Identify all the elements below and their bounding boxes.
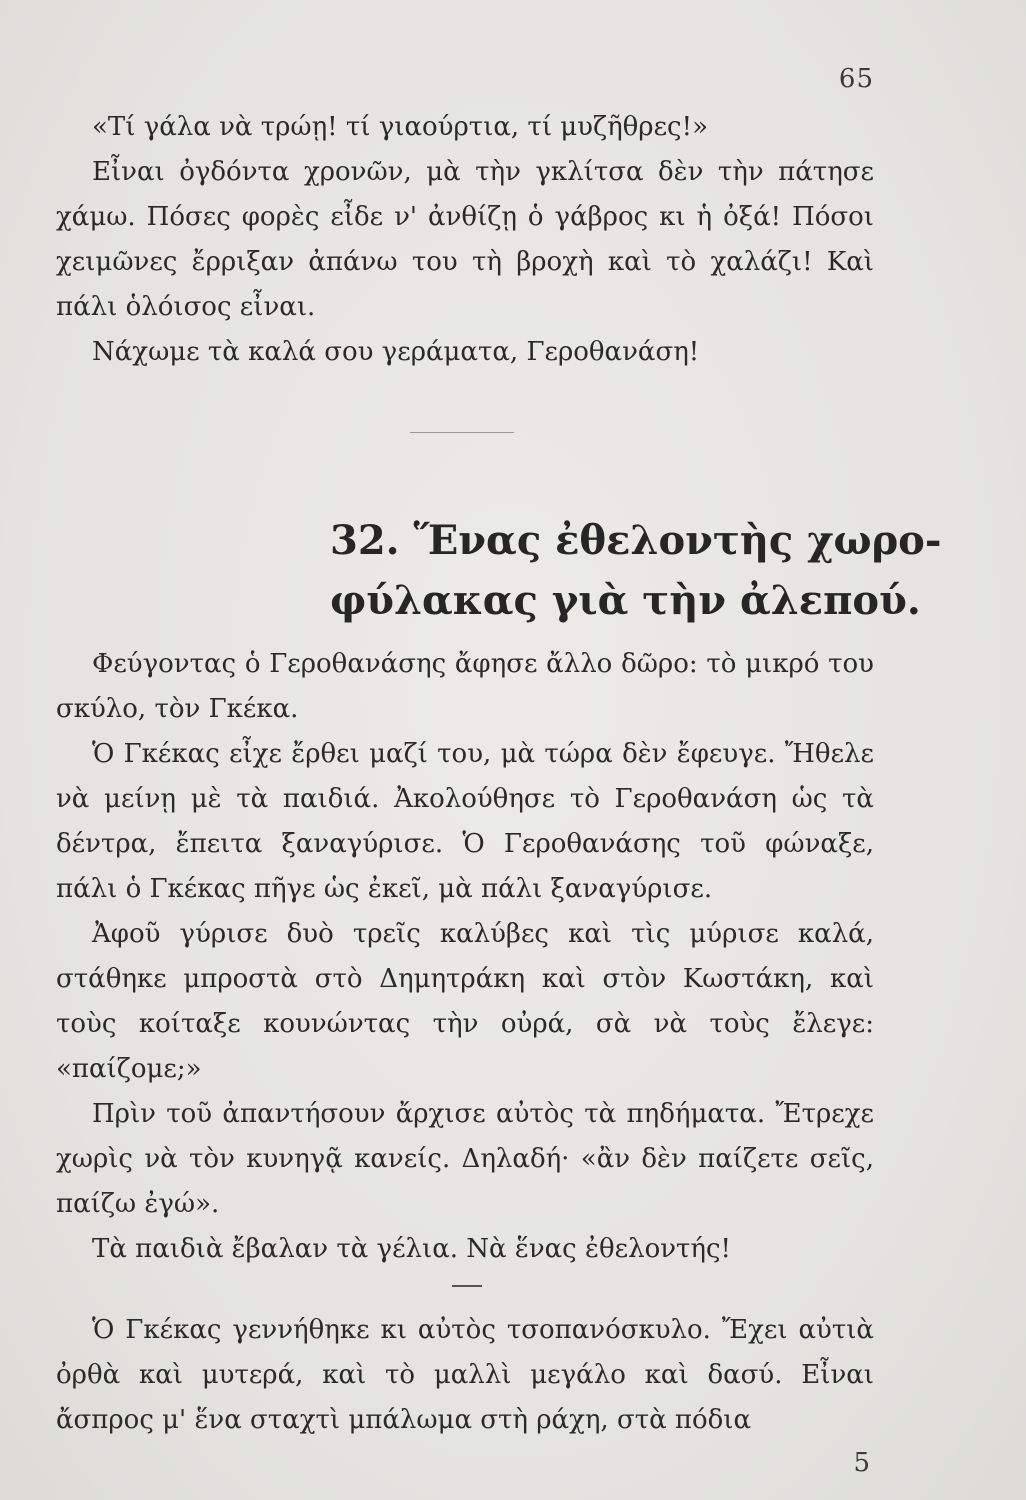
closing-text-block xyxy=(56,1308,874,1443)
story-text-block xyxy=(56,642,874,1272)
top-paragraph-2: Εἶναι ὀγδόντα χρονῶν, μὰ τὴν γκλίτσα δὲν τὴν πάτησε χάμω. Πόσες φορὲς εἶδε ν' ἀνθίζῃ ὁ γάβρος κι ἡ ὀξά! Πόσοι χειμῶνες ἔρριξαν ἀπάνω του τὴ βροχὴ καὶ τὸ χαλάζι! Καὶ πάλι ὁλόισος εἶναι. xyxy=(56,157,874,322)
chapter-heading-line-2: φύλακας γιὰ τὴν ἀλεπού. xyxy=(330,577,921,624)
story-paragraph-4: Πρὶν τοῦ ἀπαντήσουν ἄρχισε αὐτὸς τὰ πηδήματα. Ἔτρεχε χωρὶς νὰ τὸν κυνηγᾷ κανείς. Δηλαδή· «ἂν δὲν παίζετε σεῖς, παίζω ἐγώ». xyxy=(56,1099,874,1219)
signature-mark: 5 xyxy=(853,1448,870,1478)
top-paragraph-1: «Τί γάλα νὰ τρώῃ! τί γιαούρτια, τί μυζῆθρες!» xyxy=(92,112,708,142)
page-number: 65 xyxy=(838,64,874,94)
top-text-block xyxy=(56,105,874,375)
top-paragraph-3: Νάχωμε τὰ καλά σου γεράματα, Γεροθανάση! xyxy=(92,337,700,367)
story-paragraph-2: Ὁ Γκέκας εἶχε ἔρθει μαζί του, μὰ τώρα δὲν ἔφευγε. Ἤθελε νὰ μείνῃ μὲ τὰ παιδιά. Ἀκολούθησε τὸ Γεροθανάση ὡς τὰ δέντρα, ἔπειτα ξαναγύρισε. Ὁ Γεροθανάσης τοῦ φώναξε, πάλι ὁ Γκέκας πῆγε ὡς ἐκεῖ, μὰ πάλι ξαναγύρισε. xyxy=(56,739,874,904)
short-divider xyxy=(452,1285,482,1287)
story-paragraph-1: Φεύγοντας ὁ Γεροθανάσης ἄφησε ἄλλο δῶρο: τὸ μικρό του σκύλο, τὸν Γκέκα. xyxy=(56,649,874,724)
story-paragraph-5: Τὰ παιδιὰ ἔβαλαν τὰ γέλια. Νὰ ἕνας ἐθελοντής! xyxy=(92,1234,731,1264)
story-paragraph-3: Ἀφοῦ γύρισε δυὸ τρεῖς καλύβες καὶ τὶς μύρισε καλά, στάθηκε μπροστὰ στὸ Δημητράκη καὶ στὸν Κωστάκη, καὶ τοὺς κοίταξε κουνώντας τὴν οὐρά, σὰ νὰ τοὺς ἔλεγε: «παίζομε;» xyxy=(56,919,874,1084)
chapter-heading-line-1: 32. Ἕνας ἐθελοντὴς χωρο- xyxy=(330,517,942,564)
section-divider xyxy=(410,432,514,433)
closing-paragraph-1: Ὁ Γκέκας γεννήθηκε κι αὐτὸς τσοπανόσκυλο. Ἔχει αὐτιὰ ὀρθὰ καὶ μυτερά, καὶ τὸ μαλλὶ μεγάλο καὶ δασύ. Εἶναι ἄσπρος μ' ἕνα σταχτὶ μπάλωμα στὴ ράχη, στὰ πόδια xyxy=(56,1315,874,1435)
